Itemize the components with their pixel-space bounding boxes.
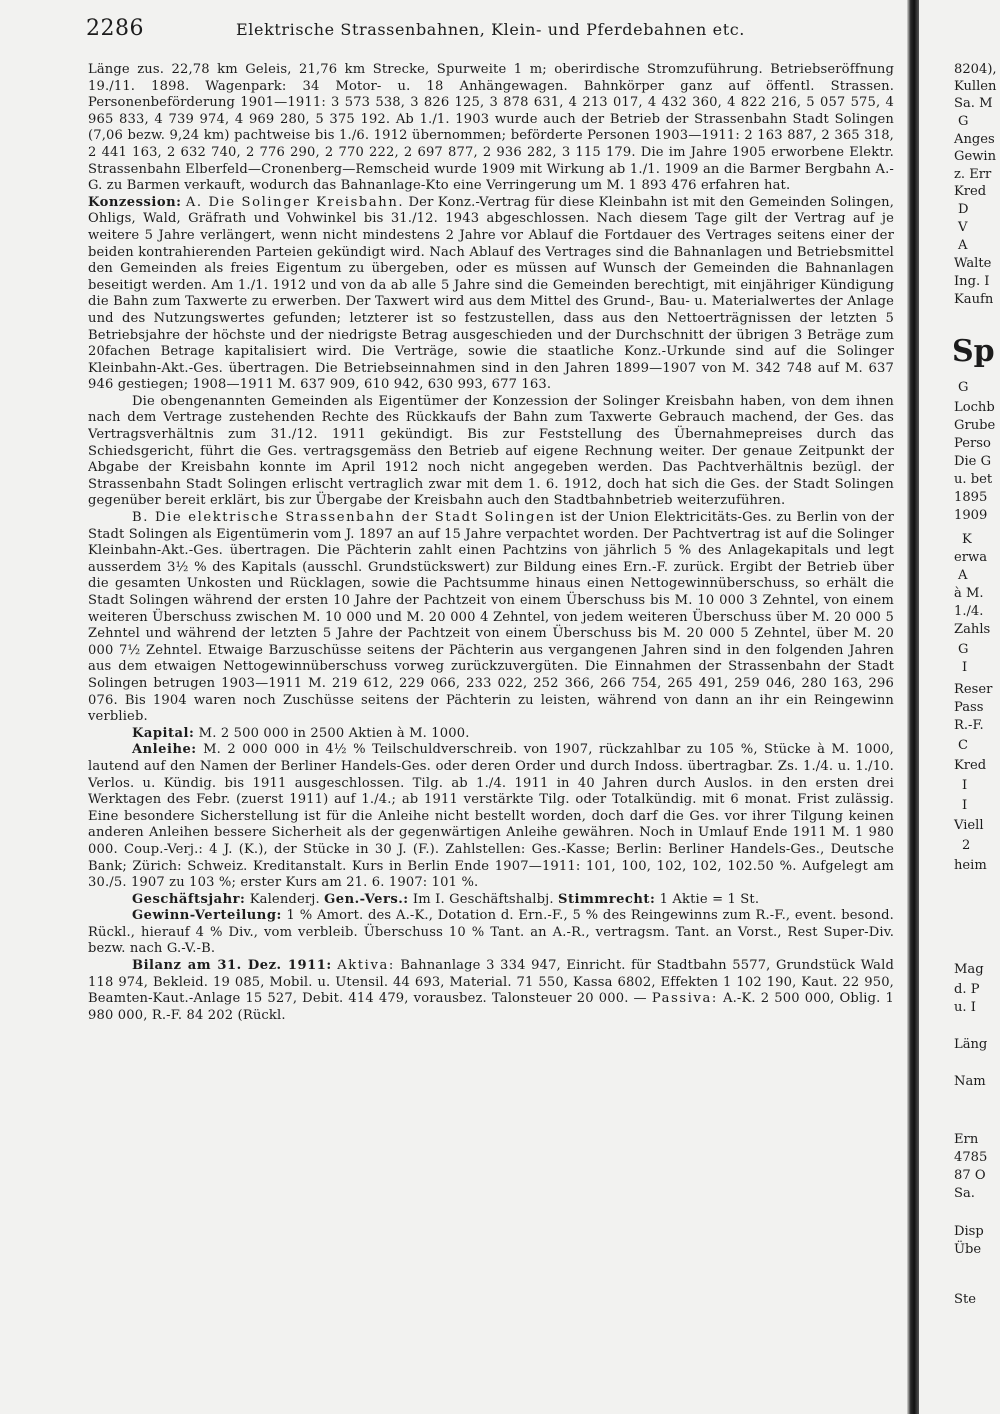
facing-page-fragment: 8204), [954, 62, 997, 77]
facing-page-fragment: D [958, 202, 969, 217]
paragraph-business-year [88, 892, 894, 909]
profit-distribution-text: 1 % Amort. des A.-K., Dotation d. Ern.-F., 5 % des Reingewinns zum R.-F., event. besond. Rückl., hierauf 4 % Div., vom verbleib. Überschuss 10 % Tant. an A.-R., vertragsm. Tant. an Vorst., Rest Super-Div. bezw. nach G.-V.-B. [88, 908, 894, 957]
facing-page-fragment: u. I [954, 1000, 976, 1015]
facing-page-fragment: G [958, 642, 969, 657]
facing-page-fragment: erwa [954, 550, 988, 565]
facing-page-fragment: Ing. I [954, 274, 990, 289]
facing-page-fragment: Kred [954, 184, 987, 199]
facing-page-fragment: 1909 [954, 508, 988, 523]
facing-page-fragment: K [962, 532, 972, 547]
facing-page-fragment: I [962, 660, 968, 675]
facing-page-fragment: Ste [954, 1292, 976, 1307]
main-column [88, 62, 894, 1402]
facing-page-fragment: Lochb [954, 400, 995, 415]
voting-right-text: 1 Aktie = 1 St. [655, 891, 760, 907]
facing-page-fragment: A [958, 238, 968, 253]
facing-page-fragment: C [958, 738, 969, 753]
paragraph-operations: Länge zus. 22,78 km Geleis, 21,76 km Strecke, Spurweite 1 m; oberirdische Stromzuführung. Betriebseröffnung 19./11. 1898. Wagenpark: 34 Motor- u. 18 Anhängewagen. Bahnkörper ganz auf öffentl. Strassen. Personenbeförderung 1901—1911: 3 573 538, 3 826 125, 3 878 631, 4 213 017, 4 432 360, 4 822 216, 5 057 575, 4 965 833, 4 739 974, 4 969 280, 5 375 192. Ab 1./1. 1903 wurde auch der Betrieb der Strassenbahn Stadt Solingen (7,06 bezw. 9,24 km) pachtweise bis 1./6. 1912 übernommen; beförderte Personen 1903—1911: 2 163 887, 2 365 318, 2 441 163, 2 632 740, 2 776 290, 2 770 222, 2 697 877, 2 936 282, 3 115 179. Die im Jahre 1905 erworbene Elektr. Strassenbahn Elberfeld—Cronenberg—Remscheid wurde 1909 mit Wirkung ab 1./1. 1909 an die Barmer Bergbahn A.-G. zu Barmen verkauft, wodurch das Bahnanlage-Kto eine Verringerung um M. 1 893 476 erfahren hat. [88, 62, 894, 194]
facing-page-fragment: I [962, 778, 968, 793]
facing-page-fragment: Sp [952, 334, 995, 369]
assets-text: Bahnanlage 3 334 947, Einricht. für Stadtbahn 5577, Grundstück Wald 118 974, Bekleid. 19 085, Mobil. u. Utensil. 44 693, Material. 71 550, Kassa 6802, Effekten 1 102 190, Kaut. 22 950, Beamten-Kaut.-Anlage 15 527, Debit. 414 479, vorausbez. Talonsteuer 20 000. — [88, 958, 894, 1007]
facing-page-fragment: Perso [954, 436, 991, 451]
facing-page-fragment: 1./4. [954, 604, 984, 619]
facing-page-fragment: Grube [954, 418, 996, 433]
facing-page-fragment: V [958, 220, 968, 235]
facing-page-fragment: Gewin [954, 149, 997, 164]
facing-page-fragment: I [962, 798, 968, 813]
concession-heading: Konzession: [88, 194, 182, 210]
facing-page-fragment: Disp [954, 1224, 984, 1239]
facing-page-fragment: 4785 [954, 1150, 988, 1165]
capital-heading: Kapital: [132, 725, 195, 741]
loan-heading: Anleihe: [132, 742, 197, 758]
facing-page-fragment: Pass [954, 700, 984, 715]
profit-distribution-heading: Gewinn-Verteilung: [132, 908, 282, 924]
facing-page-fragment: Kaufn [954, 292, 994, 307]
general-meeting-heading: Gen.-Vers.: [324, 891, 409, 907]
facing-page-fragment: 87 O [954, 1168, 986, 1183]
facing-page-fragment: Sa. [954, 1186, 975, 1201]
facing-page-fragment: u. bet [954, 472, 993, 487]
solinger-kreisbahn-title: A. Die Solinger Kreisbahn. [185, 194, 405, 210]
paragraph-capital [88, 726, 894, 743]
facing-page-fragments [928, 62, 1000, 1412]
business-year-text: Kalenderj. [245, 891, 325, 907]
paragraph-repurchase: Die obengenannten Gemeinden als Eigentümer der Konzession der Solinger Kreisbahn haben, von dem ihnen nach dem Vertrage zustehenden Rechte des Rückkaufs der Bahn zum Taxwerte Gebrauch machend, der Ges. das Vertragsverhältnis zum 31./12. 1911 gekündigt. Bis zur Feststellung des Übernahmepreises durch das Schiedsgericht, führt die Ges. vertragsgemäss den Betrieb auf eigene Rechnung weiter. Der genaue Zeitpunkt der Abgabe der Kreisbahn konnte im April 1912 noch nicht angegeben werden. Das Pachtverhältnis bezügl. der Strassenbahn Stadt Solingen erlischt vertraglich zwar mit dem 1. 6. 1912, doch hat sich die Ges. der Stadt Solingen gegenüber bereit erklärt, bis zur Übergabe der Kreisbahn auch den Stadtbahnbetrieb weiterzuführen. [88, 393, 894, 509]
balance-sheet-heading: Bilanz am 31. Dez. 1911: [132, 958, 332, 974]
facing-page-fragment: à M. [954, 586, 984, 601]
liabilities-label: Passiva: [651, 991, 718, 1007]
facing-page-fragment: Läng [954, 1037, 988, 1052]
facing-page-fragment: Ern [954, 1132, 979, 1147]
loan-text: M. 2 000 000 in 4½ % Teilschuldverschreib. von 1907, rückzahlbar zu 105 %, Stücke à M. 1000, lautend auf den Namen der Berliner Handels-Ges. oder deren Order und durch Indoss. übertragbar. Zs. 1./4. u. 1./10. Verlos. u. Kündig. bis 1911 ausgeschlossen. Tilg. ab 1./4. 1911 in 40 Jahren durch Auslos. in den ersten drei Werktagen des Febr. (zuerst 1911) auf 1./4.; ab 1911 verstärkte Tilg. oder Totalkündig. mit 6 monat. Frist zulässig. Eine besondere Sicherstellung ist für die Anleihe nicht bestellt worden, doch darf die Ges. vor ihrer Tilgung keinen anderen Anleihen bessere Sicherheit als der gegenwärtigen Anleihe gewähren. Noch in Umlauf Ende 1911 M. 1 980 000. Coup.-Verj.: 4 J. (K.), der Stücke in 30 J. (F.). Zahlstellen: Ges.-Kasse; Berlin: Berliner Handels-Ges., Deutsche Bank; Zürich: Schweiz. Kreditanstalt. Kurs in Berlin Ende 1907—1911: 101, 100, 102, 102, 102.50 %. Aufgelegt am 30./5. 1907 zu 103 %; erster Kurs am 21. 6. 1907: 101 %. [88, 742, 894, 891]
paragraph-profit-distribution [88, 908, 894, 958]
facing-page-fragment: z. Err [954, 167, 992, 182]
capital-text: M. 2 500 000 in 2500 Aktien à M. 1000. [194, 725, 470, 741]
stadt-solingen-title: B. Die elektrische Strassenbahn der Stadt Solingen [132, 510, 556, 526]
facing-page-fragment: heim [954, 858, 987, 873]
paragraph-concession-b [88, 510, 894, 726]
paragraph-balance-sheet [88, 958, 894, 1024]
general-meeting-text: Im I. Geschäftshalbj. [408, 891, 559, 907]
paragraph-concession-a [88, 195, 894, 394]
facing-page-fragment: 1895 [954, 490, 988, 505]
facing-page-fragment: Übe [954, 1242, 982, 1257]
facing-page-fragment: Mag [954, 962, 984, 977]
concession-b-text: ist der Union Elektricitäts-Ges. zu Berlin von der Stadt Solingen als Eigentümerin vom J. 1897 an auf 15 Jahre verpachtet worden. Der Pachtvertrag ist auf die Solinger Kleinbahn-Akt.-Ges. übertragen. Die Pächterin zahlt einen Pachtzins von jährlich 5 % des Anlagekapitals und legt ausserdem 3½ % des Kapitals (ausschl. Grundstückswert) zur Bildung eines Ern.-F. zurück. Ergibt der Betrieb über die gesamten Unkosten und Rücklagen, sowie die Pachtsumme hinaus einen Nettogewinnüberschuss, so erhält die Stadt Solingen während der ersten 10 Jahre der Pachtzeit von einem Überschuss bis M. 10 000 3 Zehntel, von einem weiteren Überschuss zwischen M. 10 000 und M. 20 000 4 Zehntel, von jedem weiteren Überschuss über M. 20 000 5 Zehntel und während der letzten 5 Jahre der Pachtzeit von einem Überschuss bis M. 20 000 5 Zehntel, über M. 20 000 7½ Zehntel. Etwaige Barzuschüsse seitens der Pächterin aus vergangenen Jahren sind in den folgenden Jahren aus dem etwaigen Nettogewinnüberschuss vorweg zurückzuvergüten. Die Einnahmen der Strassenbahn der Stadt Solingen betrugen 1903—1911 M. 219 612, 229 066, 233 022, 252 366, 266 754, 265 491, 259 046, 280 163, 296 076. Bis 1904 waren noch Zuschüsse seitens der Pächterin zu leisten, während von dann an ihr ein Reingewinn verblieb. [88, 510, 894, 725]
voting-right-heading: Stimmrecht: [558, 891, 656, 907]
facing-page-fragment: d. P [954, 982, 980, 997]
facing-page-fragment: Nam [954, 1074, 986, 1089]
facing-page-fragment: 2 [962, 838, 971, 853]
facing-page-fragment: Kullen [954, 79, 997, 94]
liabilities-text: A.-K. 2 500 000, Oblig. 1 980 000, R.-F. 84 202 (Rückl. [88, 991, 894, 1023]
book-gutter [907, 0, 919, 1414]
facing-page-fragment: R.-F. [954, 718, 984, 733]
facing-page-fragment: Viell [954, 818, 984, 833]
business-year-heading: Geschäftsjahr: [132, 891, 246, 907]
facing-page-fragment: A [958, 568, 968, 583]
facing-page-fragment: Die G [954, 454, 992, 469]
facing-page-fragment: Sa. M [954, 96, 993, 111]
paragraph-loan [88, 742, 894, 891]
facing-page-fragment: G [958, 114, 969, 129]
page-number: 2286 [86, 16, 144, 41]
facing-page-fragment: G [958, 380, 969, 395]
facing-page-fragment: Walte [954, 256, 992, 271]
running-head: Elektrische Strassenbahnen, Klein- und Pferdebahnen etc. [236, 20, 745, 39]
facing-page-fragment: Anges [954, 132, 995, 147]
facing-page-fragment: Kred [954, 758, 987, 773]
facing-page-fragment: Reser [954, 682, 993, 697]
facing-page-fragment: Zahls [954, 622, 991, 637]
concession-a-text: Der Konz.-Vertrag für diese Kleinbahn ist mit den Gemeinden Solingen, Ohligs, Wald, Gräfrath und Vohwinkel bis 31./12. 1943 abgeschlossen. Nach diesem Tage gilt der Vertrag auf je weitere 5 Jahre verlängert, wenn nicht mindestens 2 Jahre vor Ablauf die Fortdauer des Vertrages seitens einer der beiden kontrahierenden Parteien gekündigt wird. Nach Ablauf des Vertrages sind die Bahnanlagen und Betriebsmittel den Gemeinden als freies Eigentum zu übergeben, oder es müssen auf Wunsch der Gemeinden die Bahnanlagen beseitigt werden. Am 1./1. 1912 und von da ab alle 5 Jahre sind die Gemeinden berechtigt, mit einjähriger Kündigung die Bahn zum Taxwerte zu erwerben. Der Taxwert wird aus dem Mittel des Grund-, Bau- u. Materialwertes der Anlage und des Nutzungswertes gefunden; letzterer ist so festzustellen, dass aus den Nettoerträgnissen der letzten 5 Betriebsjahre der höchste und der niedrigste Betrag ausgeschieden und der Durchschnitt der übrigen 3 Beträge zum 20fachen Betrage kapitalisiert wird. Die Verträge, sowie die staatliche Konz.-Urkunde sind auf die Solinger Kleinbahn-Akt.-Ges. übertragen. Die Betriebseinnahmen sind in den Jahren 1899—1907 von M. 342 748 auf M. 637 946 gestiegen; 1908—1911 M. 637 909, 610 942, 630 993, 677 163. [88, 194, 894, 393]
assets-label: Aktiva: [337, 958, 395, 974]
